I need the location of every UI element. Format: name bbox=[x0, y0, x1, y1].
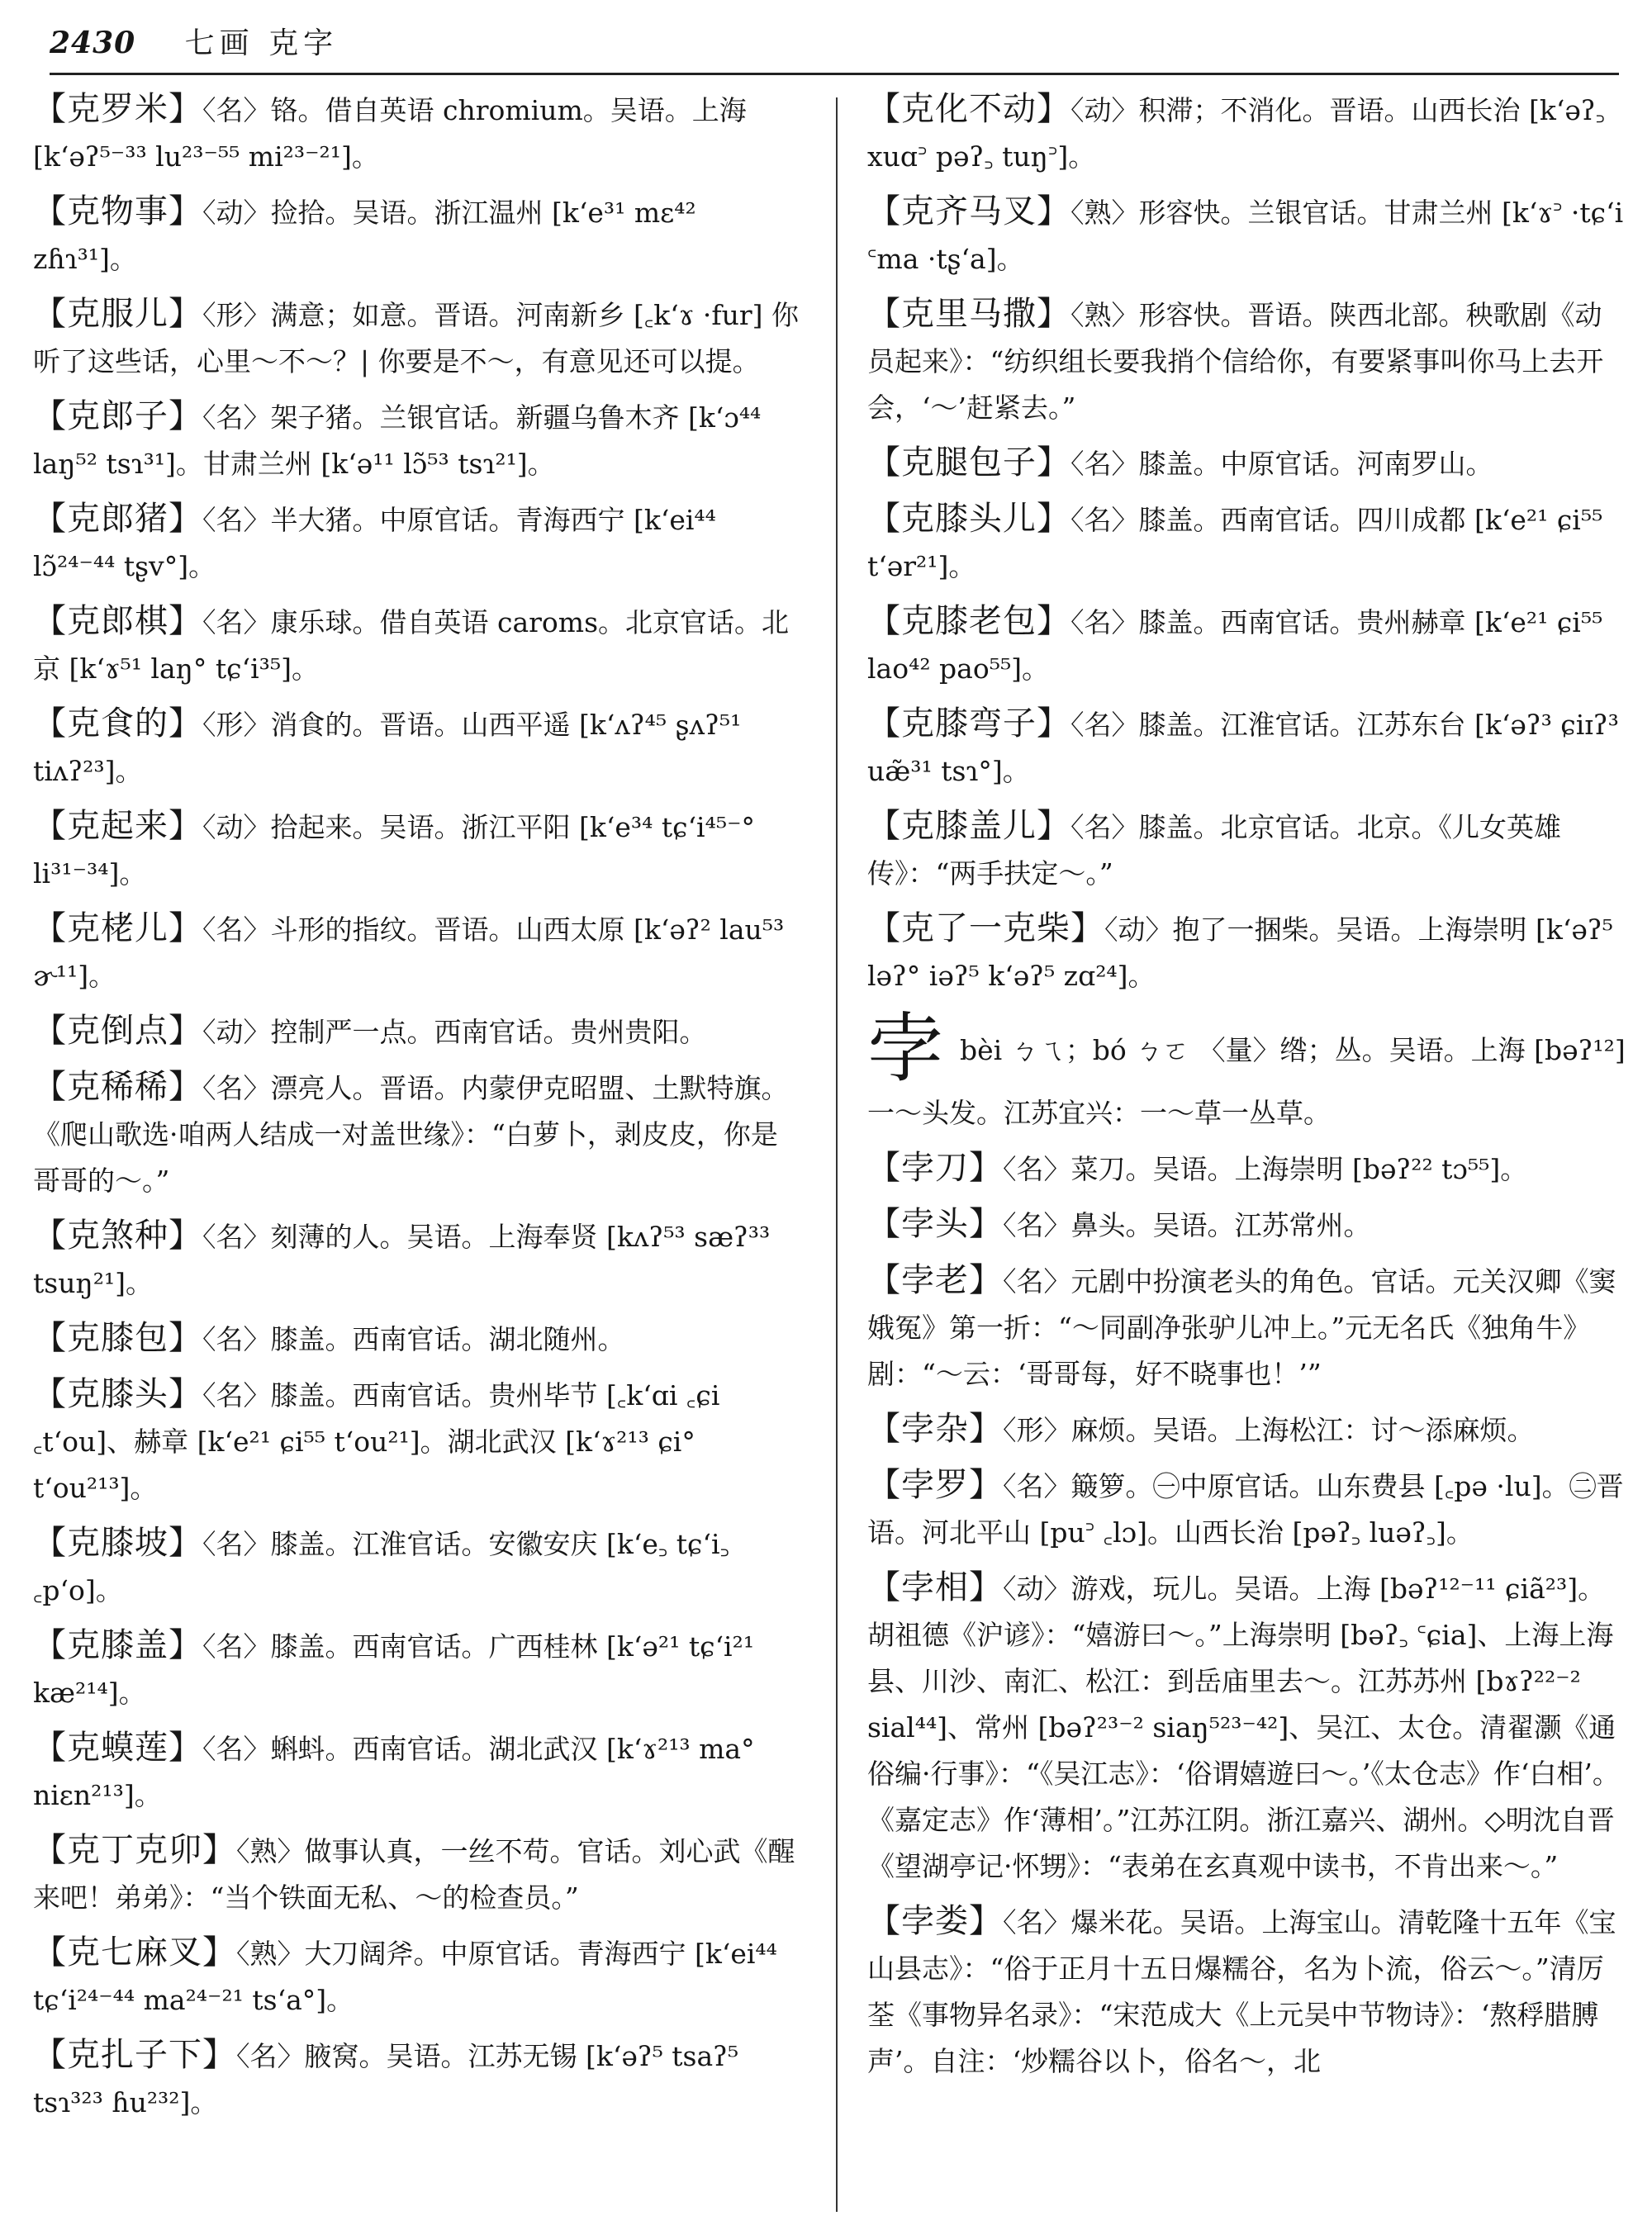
definition: 〈名〉膝盖。北京官话。北京。《儿女英雄传》：“两手扶定～。” bbox=[867, 811, 1561, 890]
definition: 〈熟〉大刀阔斧。中原官话。青海西宁 [kʻei⁴⁴ tɕʻi²⁴⁻⁴⁴ ma²⁴⁻²¹ tsʻa°]。 bbox=[33, 1938, 777, 2016]
dictionary-entry bbox=[867, 598, 1627, 692]
definition: 〈形〉麻烦。吴语。上海松江：讨～添麻烦。 bbox=[1003, 1414, 1535, 1446]
headword: 【克膝头】 bbox=[33, 1375, 202, 1413]
definition: 〈名〉膝盖。西南官话。贵州毕节 [꜀kʻɑi ꜀ɕi ꜀tʻou]、赫章 [kʻe²¹ ɕi⁵⁵ tʻou²¹]。湖北武汉 [kʻɤ²¹³ ɕi° tʻou²¹³]。 bbox=[33, 1379, 720, 1504]
dictionary-entry bbox=[33, 598, 801, 692]
headword: 【孛老】 bbox=[867, 1261, 1003, 1299]
headword: 【克蟆莲】 bbox=[33, 1729, 202, 1767]
definition: 〈名〉菜刀。吴语。上海崇明 [bəʔ²² tɔ⁵⁵]。 bbox=[1003, 1153, 1528, 1185]
headword: 【克郎子】 bbox=[33, 397, 202, 435]
definition: 〈动〉抱了一捆柴。吴语。上海崇明 [kʻəʔ⁵ ləʔ° iəʔ⁵ kʻəʔ⁵ zɑ²⁴]。 bbox=[867, 913, 1613, 992]
headword: 【克稀稀】 bbox=[33, 1068, 202, 1106]
definition: 〈名〉蝌蚪。西南官话。湖北武汉 [kʻɤ²¹³ ma° niɛn²¹³]。 bbox=[33, 1733, 755, 1811]
column-divider bbox=[836, 97, 838, 2212]
dictionary-entry bbox=[867, 439, 1627, 487]
dictionary-entry bbox=[867, 1257, 1627, 1397]
definition: 〈名〉爆米花。吴语。上海宝山。清乾隆十五年《宝山县志》：“俗于正月十五日爆糯谷，名为卜流，俗云～。”清厉荃《事物异名录》：“宋范成大《上元吴中节物诗》：‘熬稃腊膊声’。自注：‘炒糯谷以卜，俗名～，北 bbox=[867, 1906, 1616, 2077]
headword: 【克膝弯子】 bbox=[867, 705, 1070, 743]
dictionary-entry bbox=[33, 188, 801, 282]
definition: 〈名〉漂亮人。晋语。内蒙伊克昭盟、土默特旗。《爬山歌选·咱两人结成一对盖世缘》：“白萝卜，剥皮皮，你是哥哥的～。” bbox=[33, 1072, 789, 1197]
headword: 【克丁克卯】 bbox=[33, 1831, 236, 1869]
dictionary-entry bbox=[867, 1898, 1627, 2085]
headword: 【克罗米】 bbox=[33, 90, 202, 128]
dictionary-entry bbox=[33, 2032, 801, 2126]
section-title: 七画 克字 bbox=[184, 26, 339, 60]
headword: 【克膝头儿】 bbox=[867, 500, 1070, 538]
definition: 〈名〉膝盖。西南官话。湖北随州。 bbox=[202, 1323, 625, 1355]
headword: 【克食的】 bbox=[33, 705, 202, 743]
headword: 【孛头】 bbox=[867, 1205, 1003, 1243]
dictionary-entry bbox=[33, 1622, 801, 1716]
definition: 〈动〉捡拾。吴语。浙江温州 [kʻe³¹ mɛ⁴² zɦɿ³¹]。 bbox=[33, 197, 696, 275]
dictionary-entry bbox=[33, 1064, 801, 1204]
definition: 〈动〉游戏，玩儿。吴语。上海 [bəʔ¹²⁻¹¹ ɕiã²³]。胡祖德《沪谚》：“嬉游曰～。”上海崇明 [bəʔ꜆ ꜂ɕia]、上海上海县、川沙、南汇、松江：到岳庙里去～。江苏苏州 [bɤʔ²²⁻² sial⁴⁴]、常州 [bəʔ²³⁻² siaŋ⁵²³⁻⁴²]、吴江、太仓。清翟灏《通俗编·行事》：“《吴江志》：‘俗谓嬉遊曰～。’《太仓志》作‘白相’。《嘉定志》作‘薄相’。”江苏江阴。浙江嘉兴、湖州。◇明沈自晋《望湖亭记·怀甥》：“表弟在玄真观中读书，不肯出来～。” bbox=[867, 1573, 1620, 1882]
definition: 〈名〉膝盖。西南官话。贵州赫章 [kʻe²¹ ɕi⁵⁵ lao⁴² pao⁵⁵]。 bbox=[867, 606, 1603, 685]
dictionary-entry bbox=[33, 1929, 801, 2024]
character-definition: bèi ㄅㄟ；bó ㄅㄛ 〈量〉绺；丛。吴语。上海 [bəʔ¹²] 一～头发。江苏宜兴：一～草一丛草。 bbox=[867, 1034, 1626, 1129]
definition: 〈名〉膝盖。江淮官话。安徽安庆 [kʻe꜆ tɕʻi꜆ ꜀pʻo]。 bbox=[33, 1528, 729, 1606]
dictionary-entry bbox=[33, 1725, 801, 1819]
definition: 〈名〉膝盖。西南官话。四川成都 [kʻe²¹ ɕi⁵⁵ tʻər²¹]。 bbox=[867, 504, 1603, 582]
definition: 〈名〉架子猪。兰银官话。新疆乌鲁木齐 [kʻɔ⁴⁴ laŋ⁵² tsɿ³¹]。甘肃兰州 [kʻə¹¹ lɔ̃⁵³ tsɿ²¹]。 bbox=[33, 401, 762, 480]
dictionary-entry bbox=[33, 496, 801, 590]
dictionary-entry bbox=[867, 1145, 1627, 1193]
entry-character: 孛 bbox=[867, 1004, 944, 1093]
headword: 【克物事】 bbox=[33, 192, 202, 230]
definition: 〈熟〉形容快。兰银官话。甘肃兰州 [kʻɤ꜄ ·tɕʻi ꜂ma ·tʂʻa]。 bbox=[867, 197, 1624, 275]
dictionary-entry bbox=[867, 905, 1627, 999]
dictionary-entry bbox=[33, 1315, 801, 1363]
right-column bbox=[867, 86, 1627, 2093]
dictionary-entry bbox=[33, 803, 801, 897]
definition: 〈名〉斗形的指纹。晋语。山西太原 [kʻəʔ² lau⁵³ ɚ¹¹]。 bbox=[33, 913, 785, 992]
headword: 【克了一克柴】 bbox=[867, 909, 1104, 947]
dictionary-entry bbox=[867, 1406, 1627, 1454]
dictionary-entry bbox=[33, 1827, 801, 1921]
definition: 〈形〉满意；如意。晋语。河南新乡 [꜀kʻɤ ·fur] 你听了这些话，心里～不～？| 你要是不～，有意见还可以提。 bbox=[33, 299, 799, 377]
definition: 〈形〉消食的。晋语。山西平遥 [kʻʌʔ⁴⁵ ʂʌʔ⁵¹ tiʌʔ²³]。 bbox=[33, 709, 742, 787]
headword: 【克齐马叉】 bbox=[867, 192, 1070, 230]
dictionary-entry bbox=[33, 700, 801, 795]
headword: 【克膝盖】 bbox=[33, 1626, 202, 1664]
headword: 【孛娄】 bbox=[867, 1902, 1003, 1940]
definition: 〈名〉膝盖。江淮官话。江苏东台 [kʻəʔ³ ɕiɪʔ³ uæ̃³¹ tsɿ°]。 bbox=[867, 709, 1619, 787]
dictionary-entry bbox=[33, 393, 801, 487]
page-header bbox=[50, 18, 1602, 68]
headword: 【孛相】 bbox=[867, 1568, 1003, 1606]
headword: 【孛罗】 bbox=[867, 1466, 1003, 1504]
page-number: 2430 bbox=[50, 26, 136, 60]
dictionary-entry bbox=[33, 1008, 801, 1056]
headword: 【克扎子下】 bbox=[33, 2036, 236, 2074]
definition: 〈熟〉做事认真，一丝不苟。官话。刘心武《醒来吧！弟弟》：“当个铁面无私、～的检查员。” bbox=[33, 1835, 795, 1914]
dictionary-entry bbox=[33, 1371, 801, 1511]
definition: 〈名〉半大猪。中原官话。青海西宁 [kʻei⁴⁴ lɔ̃²⁴⁻⁴⁴ tʂv°]。 bbox=[33, 504, 716, 582]
header-rule bbox=[50, 73, 1619, 75]
definition: 〈名〉膝盖。西南官话。广西桂林 [kʻə²¹ tɕʻi²¹ kæ²¹⁴]。 bbox=[33, 1630, 755, 1709]
headword: 【克膝坡】 bbox=[33, 1524, 202, 1562]
dictionary-entry bbox=[867, 1462, 1627, 1556]
headword: 【克膝老包】 bbox=[867, 602, 1070, 640]
dictionary-entry bbox=[33, 291, 801, 385]
dictionary-entry bbox=[33, 1520, 801, 1614]
character-entry bbox=[867, 1004, 1627, 1136]
dictionary-entry bbox=[867, 291, 1627, 431]
left-column bbox=[33, 86, 801, 2134]
definition: 〈动〉积滞；不消化。晋语。山西长治 [kʻəʔ꜆ xuɑ꜄ pəʔ꜆ tuŋ꜄]。 bbox=[867, 94, 1605, 173]
headword: 【克七麻叉】 bbox=[33, 1933, 236, 1971]
dictionary-entry bbox=[867, 1564, 1627, 1890]
dictionary-entry bbox=[33, 1212, 801, 1307]
definition: 〈名〉腋窝。吴语。江苏无锡 [kʻəʔ⁵ tsaʔ⁵ tsɿ³²³ ɦu²³²]。 bbox=[33, 2040, 739, 2118]
dictionary-entry bbox=[867, 700, 1627, 795]
definition: 〈名〉元剧中扮演老头的角色。官话。元关汉卿《窦娥冤》第一折：“～同副净张驴儿冲上。”元无名氏《独角牛》剧：“～云：‘哥哥每，好不晓事也！’” bbox=[867, 1265, 1616, 1390]
headword: 【克倒点】 bbox=[33, 1012, 202, 1050]
definition: 〈名〉鼻头。吴语。江苏常州。 bbox=[1003, 1209, 1371, 1241]
headword: 【克起来】 bbox=[33, 807, 202, 845]
dictionary-entry bbox=[867, 1201, 1627, 1249]
definition: 〈名〉康乐球。借自英语 caroms。北京官话。北京 [kʻɤ⁵¹ laŋ° tɕʻi³⁵]。 bbox=[33, 606, 790, 685]
definition: 〈名〉铬。借自英语 chromium。吴语。上海 [kʻəʔ⁵⁻³³ lu²³⁻⁵⁵ mi²³⁻²¹]。 bbox=[33, 94, 747, 173]
dictionary-entry bbox=[33, 86, 801, 180]
definition: 〈名〉刻薄的人。吴语。上海奉贤 [kʌʔ⁵³ sæʔ³³ tsuŋ²¹]。 bbox=[33, 1221, 771, 1299]
headword: 【克栳儿】 bbox=[33, 909, 202, 947]
dictionary-entry bbox=[867, 496, 1627, 590]
dictionary-entry bbox=[33, 905, 801, 999]
definition: 〈名〉簸箩。㊀中原官话。山东费县 [꜀pə ·lu]。㊁晋语。河北平山 [pu꜄ ꜀lɔ]。山西长治 [pəʔ꜆ luəʔ꜆]。 bbox=[867, 1470, 1624, 1549]
headword: 【克化不动】 bbox=[867, 90, 1070, 128]
headword: 【克服儿】 bbox=[33, 295, 202, 333]
headword: 【克膝盖儿】 bbox=[867, 807, 1070, 845]
dictionary-entry bbox=[867, 803, 1627, 897]
headword: 【克膝包】 bbox=[33, 1319, 202, 1357]
headword: 【孛杂】 bbox=[867, 1410, 1003, 1448]
dictionary-entry bbox=[867, 188, 1627, 282]
headword: 【克郎猪】 bbox=[33, 500, 202, 538]
headword: 【孛刀】 bbox=[867, 1149, 1003, 1187]
headword: 【克里马撒】 bbox=[867, 295, 1070, 333]
definition: 〈动〉控制严一点。西南官话。贵州贵阳。 bbox=[202, 1016, 707, 1048]
dictionary-entry bbox=[867, 86, 1627, 180]
headword: 【克煞种】 bbox=[33, 1217, 202, 1255]
headword: 【克郎棋】 bbox=[33, 602, 202, 640]
definition: 〈动〉拾起来。吴语。浙江平阳 [kʻe³⁴ tɕʻi⁴⁵⁻° li³¹⁻³⁴]。 bbox=[33, 811, 755, 890]
definition: 〈熟〉形容快。晋语。陕西北部。秧歌剧《动员起来》：“纺织组长要我捎个信给你，有要紧事叫你马上去开会，‘～’赶紧去。” bbox=[867, 299, 1604, 424]
headword: 【克腿包子】 bbox=[867, 444, 1070, 482]
definition: 〈名〉膝盖。中原官话。河南罗山。 bbox=[1070, 448, 1493, 480]
